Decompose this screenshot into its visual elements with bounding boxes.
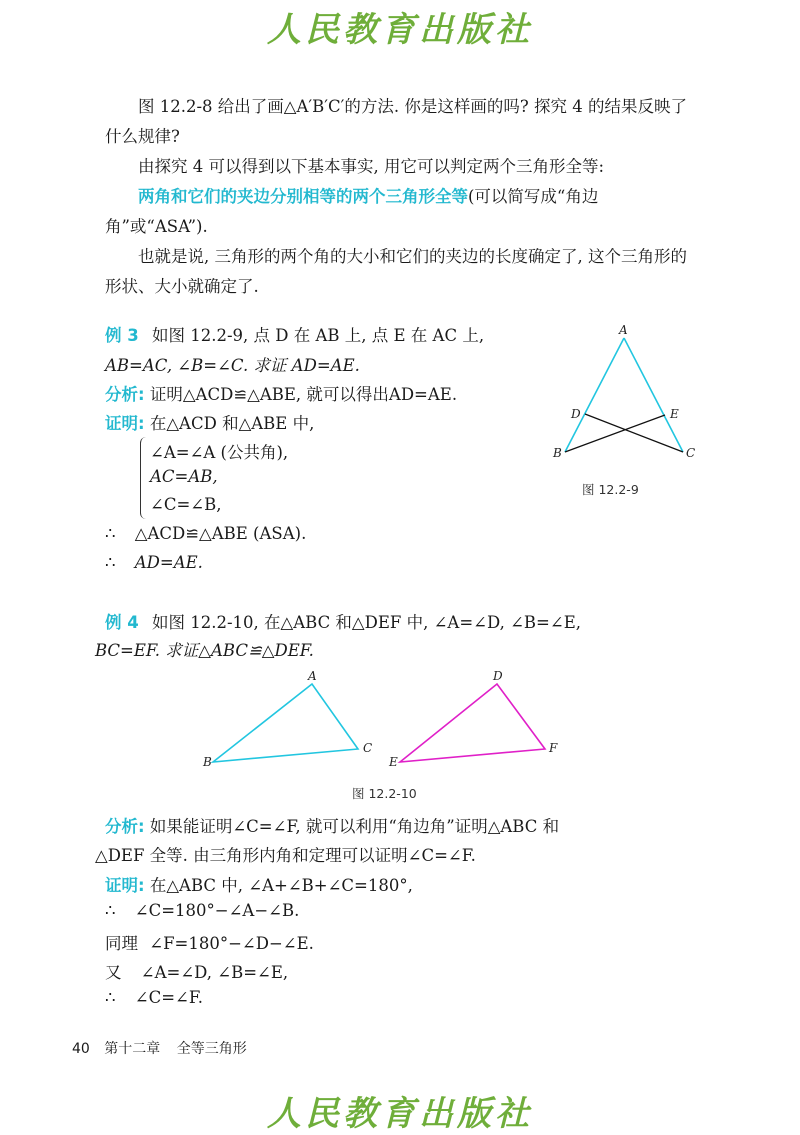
example4-analysis-2: △DEF 全等. 由三角形内角和定理可以证明∠C=∠F. xyxy=(95,846,476,865)
proof-system-3: ∠C=∠B, xyxy=(150,495,222,514)
label-c: C xyxy=(363,741,373,755)
intro-paragraph-3: 也就是说, 三角形的两个角的大小和它们的夹边的长度确定了, 这个三角形的形状、大小就确定了. xyxy=(105,247,687,296)
example4-proof-3 xyxy=(105,930,314,954)
example4-proof-text-3: ∠F=180°−∠D−∠E. xyxy=(149,934,314,953)
label-e: E xyxy=(389,755,398,769)
therefore-symbol: ∴ xyxy=(105,553,116,572)
label-f: F xyxy=(549,741,558,755)
example3-analysis-label: 分析: xyxy=(105,385,145,404)
example3-statement-1: 如图 12.2-9, 点 D 在 AB 上, 点 E 在 AC 上, xyxy=(151,326,485,345)
example4-line1 xyxy=(105,609,581,633)
figure-12-2-9 xyxy=(545,322,705,472)
segment-ac xyxy=(624,338,683,452)
figure-12-2-10 xyxy=(195,665,570,780)
page-footer xyxy=(72,1038,247,1058)
triangle-abc xyxy=(213,684,358,762)
also-word: 又 xyxy=(105,963,122,982)
conclusion-1-text: △ACD≌△ABE (ASA). xyxy=(134,524,307,543)
example4-proof-label: 证明: xyxy=(105,876,145,895)
label-b: B xyxy=(553,446,562,460)
therefore-symbol: ∴ xyxy=(105,901,116,920)
proof-system-1: ∠A=∠A (公共角), xyxy=(150,443,289,462)
example3-label: 例 3 xyxy=(105,326,139,345)
segment-ab xyxy=(565,338,624,452)
example3-conclusion-2 xyxy=(105,553,203,572)
example3-line1 xyxy=(105,322,484,346)
example4-proof-5 xyxy=(105,988,203,1007)
segment-dc xyxy=(585,414,683,452)
figure-12-2-10-caption: 图 12.2-10 xyxy=(352,786,417,801)
example3-conclusion-1 xyxy=(105,524,306,543)
publisher-logo: 人民教育出版社 xyxy=(267,10,533,50)
figure-12-2-9-caption: 图 12.2-9 xyxy=(582,482,639,497)
example3-analysis-text: 证明△ACD≌△ABE, 就可以得出AD=AE. xyxy=(149,385,458,404)
example3-proof-label: 证明: xyxy=(105,414,145,433)
example4-proof-text-2: ∠C=180°−∠A−∠B. xyxy=(134,901,300,920)
example4-analysis-label: 分析: xyxy=(105,817,145,836)
triangle-def xyxy=(400,684,545,762)
example4-label: 例 4 xyxy=(105,613,139,632)
example4-proof-text-4: ∠A=∠D, ∠B=∠E, xyxy=(140,963,289,982)
example4-proof-text-5: ∠C=∠F. xyxy=(134,988,203,1007)
system-brace xyxy=(140,437,149,519)
label-d: D xyxy=(493,669,503,683)
similarly-word: 同理 xyxy=(105,934,138,953)
example3-line2: AB=AC, ∠B=∠C. 求证 AD=AE. xyxy=(105,356,360,375)
asa-rule-highlight: 两角和它们的夹边分别相等的两个三角形全等 xyxy=(138,187,468,206)
therefore-symbol: ∴ xyxy=(105,988,116,1007)
therefore-symbol: ∴ xyxy=(105,524,116,543)
conclusion-2-text: AD=AE. xyxy=(134,553,203,572)
example4-proof-2 xyxy=(105,901,299,920)
page-number: 40 xyxy=(72,1041,90,1057)
publisher-logo-bottom: 人民教育出版社 xyxy=(267,1094,533,1134)
label-c: C xyxy=(686,446,696,460)
label-e: E xyxy=(670,407,679,421)
example4-analysis-text-1: 如果能证明∠C=∠F, 就可以利用“角边角”证明△ABC 和 xyxy=(149,817,560,836)
rule-paragraph xyxy=(105,182,695,242)
example4-proof-4 xyxy=(105,959,288,983)
example4-proof-1 xyxy=(105,872,413,896)
example4-line2: BC=EF. 求证△ABC≌△DEF. xyxy=(95,641,314,660)
chapter-number: 第十二章 xyxy=(104,1041,161,1057)
intro-paragraph-2: 由探究 4 可以得到以下基本事实, 用它可以判定两个三角形全等: xyxy=(138,157,605,176)
label-b: B xyxy=(203,755,212,769)
asa-rule-abbrev: (可以简写成“角边角”或“ASA”). xyxy=(105,187,599,236)
example3-analysis xyxy=(105,381,457,405)
example3-proof-intro-text: 在△ACD 和△ABE 中, xyxy=(149,414,315,433)
label-a: A xyxy=(308,669,317,683)
chapter-title: 全等三角形 xyxy=(176,1041,247,1057)
proof-system-2: AC=AB, xyxy=(150,467,218,486)
example3-proof-intro xyxy=(105,410,314,434)
label-d: D xyxy=(571,407,581,421)
label-a: A xyxy=(619,323,628,337)
example4-analysis-1 xyxy=(105,813,559,837)
example4-statement-1: 如图 12.2-10, 在△ABC 和△DEF 中, ∠A=∠D, ∠B=∠E, xyxy=(151,613,581,632)
example4-proof-text-1: 在△ABC 中, ∠A+∠B+∠C=180°, xyxy=(149,876,413,895)
intro-paragraph-1: 图 12.2-8 给出了画△A′B′C′的方法. 你是这样画的吗? 探究 4 的结果反映了什么规律? xyxy=(105,97,687,146)
